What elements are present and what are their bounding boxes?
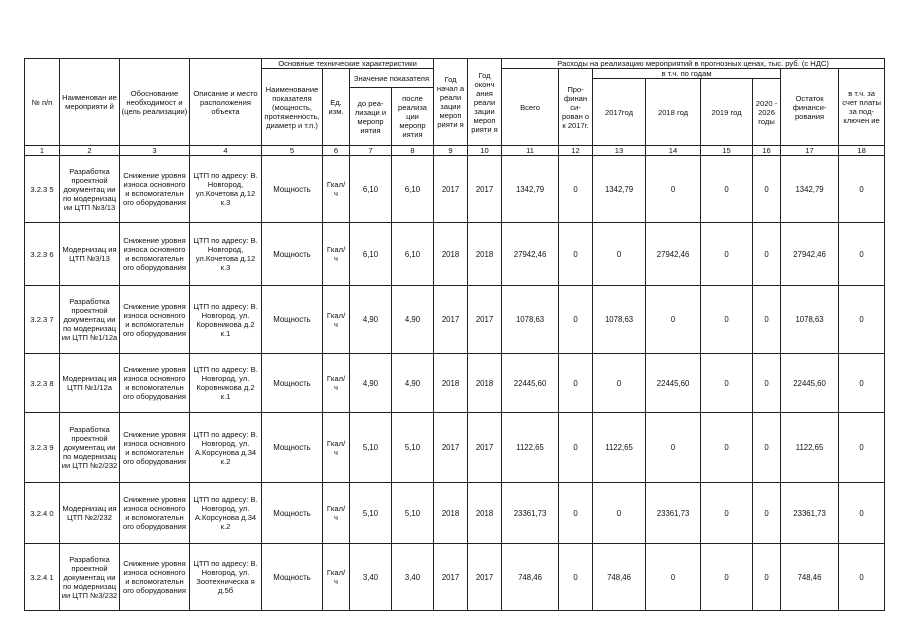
header-2018: 2018 год — [646, 79, 701, 146]
column-number: 4 — [190, 146, 262, 156]
column-number: 12 — [559, 146, 593, 156]
cell-num: 3.2.3 8 — [25, 354, 60, 413]
cell-num: 3.2.3 5 — [25, 156, 60, 223]
header-remainder: Остаток финанси- рования — [781, 69, 839, 146]
cell-indicator: Мощность — [262, 483, 323, 544]
cell-end: 2017 — [468, 286, 502, 354]
header-years-group: в т.ч. по годам — [593, 69, 781, 79]
header-2017: 2017год — [593, 79, 646, 146]
cell-2019: 0 — [701, 413, 753, 483]
column-number: 1 — [25, 146, 60, 156]
cell-before: 5,10 — [350, 483, 392, 544]
table-row — [25, 413, 885, 483]
cell-2017: 0 — [593, 483, 646, 544]
header-reason: Обоснование необходимост и (цель реализации) — [120, 59, 190, 146]
cell-unit: Гкал/ ч — [323, 544, 350, 611]
cell-name: Разработка проектной документац ии по модернизац ии ЦТП №3/232 — [60, 544, 120, 611]
column-number: 14 — [646, 146, 701, 156]
cell-name: Разработка проектной документац ии по модернизац ии ЦТП №2/232 — [60, 413, 120, 483]
cell-total: 23361,73 — [502, 483, 559, 544]
column-number: 15 — [701, 146, 753, 156]
cell-end: 2017 — [468, 413, 502, 483]
cell-2017: 0 — [593, 223, 646, 286]
cell-after: 4,90 — [392, 286, 434, 354]
cell-connection-fee: 0 — [839, 483, 885, 544]
cell-unit: Гкал/ ч — [323, 156, 350, 223]
cell-after: 6,10 — [392, 156, 434, 223]
cell-unit: Гкал/ ч — [323, 354, 350, 413]
cell-connection-fee: 0 — [839, 413, 885, 483]
cell-indicator: Мощность — [262, 413, 323, 483]
column-number: 16 — [753, 146, 781, 156]
cell-reason: Снижение уровня износа основного и вспомогательн ого оборудования — [120, 483, 190, 544]
cell-total: 22445,60 — [502, 354, 559, 413]
cell-2019: 0 — [701, 354, 753, 413]
cell-2019: 0 — [701, 483, 753, 544]
cell-reason: Снижение уровня износа основного и вспомогательн ого оборудования — [120, 156, 190, 223]
cell-reason: Снижение уровня износа основного и вспомогательн ого оборудования — [120, 413, 190, 483]
cell-location: ЦТП по адресу: В. Новгород, ул. А.Корсунова д.34 к.2 — [190, 483, 262, 544]
cell-end: 2018 — [468, 223, 502, 286]
cell-2018: 22445,60 — [646, 354, 701, 413]
table-row — [25, 286, 885, 354]
table-body — [25, 156, 885, 611]
column-number: 9 — [434, 146, 468, 156]
cell-indicator: Мощность — [262, 354, 323, 413]
table-row — [25, 223, 885, 286]
cell-before: 5,10 — [350, 413, 392, 483]
cell-2020-2026: 0 — [753, 286, 781, 354]
cell-2019: 0 — [701, 286, 753, 354]
header-end-year: Год оконч ания реали зации мероп рияти я — [468, 59, 502, 146]
header-2019: 2019 год — [701, 79, 753, 146]
cell-end: 2017 — [468, 544, 502, 611]
cell-indicator: Мощность — [262, 286, 323, 354]
cell-2017: 1342,79 — [593, 156, 646, 223]
table-header — [25, 59, 885, 156]
cell-name: Модернизац ия ЦТП №2/232 — [60, 483, 120, 544]
cell-num: 3.2.3 9 — [25, 413, 60, 483]
cell-connection-fee: 0 — [839, 544, 885, 611]
cell-location: ЦТП по адресу: В. Новгород, ул. А.Корсунова д.34 к.2 — [190, 413, 262, 483]
cell-name: Модернизац ия ЦТП №3/13 — [60, 223, 120, 286]
cell-num: 3.2.3 7 — [25, 286, 60, 354]
cell-num: 3.2.4 1 — [25, 544, 60, 611]
cell-before: 4,90 — [350, 286, 392, 354]
cell-2017: 0 — [593, 354, 646, 413]
column-number: 6 — [323, 146, 350, 156]
cell-2019: 0 — [701, 544, 753, 611]
cell-name: Разработка проектной документац ии по модернизац ии ЦТП №1/12а — [60, 286, 120, 354]
cell-end: 2018 — [468, 483, 502, 544]
cell-location: ЦТП по адресу: В. Новгород, ул.Кочетова д.12 к.3 — [190, 156, 262, 223]
cell-total: 1342,79 — [502, 156, 559, 223]
table-row — [25, 156, 885, 223]
table-row — [25, 354, 885, 413]
header-expense-group: Расходы на реализацию мероприятий в прогнозных ценах, тыс. руб. (с НДС) — [502, 59, 885, 69]
cell-prefinanced: 0 — [559, 354, 593, 413]
cell-unit: Гкал/ ч — [323, 286, 350, 354]
column-number: 5 — [262, 146, 323, 156]
column-number: 17 — [781, 146, 839, 156]
cell-name: Модернизац ия ЦТП №1/12а — [60, 354, 120, 413]
cell-remainder: 1342,79 — [781, 156, 839, 223]
cell-2020-2026: 0 — [753, 223, 781, 286]
cell-2018: 0 — [646, 156, 701, 223]
cell-start: 2017 — [434, 413, 468, 483]
cell-connection-fee: 0 — [839, 286, 885, 354]
cell-indicator: Мощность — [262, 223, 323, 286]
column-number: 18 — [839, 146, 885, 156]
cell-after: 5,10 — [392, 483, 434, 544]
header-location: Описание и место расположения объекта — [190, 59, 262, 146]
cell-2018: 0 — [646, 544, 701, 611]
cell-location: ЦТП по адресу: В. Новгород, ул. Зоотехническа я д.5б — [190, 544, 262, 611]
cell-2017: 748,46 — [593, 544, 646, 611]
table-row — [25, 544, 885, 611]
table-row — [25, 483, 885, 544]
cell-total: 27942,46 — [502, 223, 559, 286]
cell-remainder: 22445,60 — [781, 354, 839, 413]
cell-reason: Снижение уровня износа основного и вспомогательн ого оборудования — [120, 286, 190, 354]
cell-2017: 1122,65 — [593, 413, 646, 483]
cell-start: 2017 — [434, 544, 468, 611]
cell-reason: Снижение уровня износа основного и вспомогательн ого оборудования — [120, 354, 190, 413]
cell-location: ЦТП по адресу: В. Новгород, ул. Коровникова д.2 к.1 — [190, 354, 262, 413]
header-name: Наименован ие мероприяти й — [60, 59, 120, 146]
cell-before: 4,90 — [350, 354, 392, 413]
cell-2020-2026: 0 — [753, 544, 781, 611]
cell-end: 2018 — [468, 354, 502, 413]
header-total: Всего — [502, 69, 559, 146]
cell-prefinanced: 0 — [559, 544, 593, 611]
cell-reason: Снижение уровня износа основного и вспомогательн ого оборудования — [120, 544, 190, 611]
cell-unit: Гкал/ ч — [323, 483, 350, 544]
cell-after: 4,90 — [392, 354, 434, 413]
cell-end: 2017 — [468, 156, 502, 223]
header-prefinanced: Про- финан си- рован о к 2017г. — [559, 69, 593, 146]
header-2020-2026: 2020 - 2026 годы — [753, 79, 781, 146]
cell-prefinanced: 0 — [559, 156, 593, 223]
cell-remainder: 1078,63 — [781, 286, 839, 354]
header-value-group: Значение показателя — [350, 69, 434, 88]
cell-remainder: 27942,46 — [781, 223, 839, 286]
cell-location: ЦТП по адресу: В. Новгород, ул. Коровникова д.2 к.1 — [190, 286, 262, 354]
column-number: 10 — [468, 146, 502, 156]
cell-remainder: 23361,73 — [781, 483, 839, 544]
cell-connection-fee: 0 — [839, 223, 885, 286]
cell-before: 6,10 — [350, 223, 392, 286]
header-unit: Ед. изм. — [323, 69, 350, 146]
cell-total: 748,46 — [502, 544, 559, 611]
cell-after: 6,10 — [392, 223, 434, 286]
cell-name: Разработка проектной документац ии по модернизац ии ЦТП №3/13 — [60, 156, 120, 223]
cell-start: 2017 — [434, 286, 468, 354]
header-connection-fee: в т.ч. за счет платы за под- ключен ие — [839, 69, 885, 146]
cell-indicator: Мощность — [262, 544, 323, 611]
cell-2020-2026: 0 — [753, 413, 781, 483]
cell-num: 3.2.4 0 — [25, 483, 60, 544]
cell-unit: Гкал/ ч — [323, 223, 350, 286]
cell-connection-fee: 0 — [839, 156, 885, 223]
cell-2017: 1078,63 — [593, 286, 646, 354]
cell-2020-2026: 0 — [753, 483, 781, 544]
cell-indicator: Мощность — [262, 156, 323, 223]
cell-reason: Снижение уровня износа основного и вспомогательн ого оборудования — [120, 223, 190, 286]
column-number: 8 — [392, 146, 434, 156]
cell-prefinanced: 0 — [559, 286, 593, 354]
column-number: 11 — [502, 146, 559, 156]
cell-prefinanced: 0 — [559, 223, 593, 286]
column-number: 7 — [350, 146, 392, 156]
cell-start: 2018 — [434, 483, 468, 544]
cell-total: 1122,65 — [502, 413, 559, 483]
cell-after: 5,10 — [392, 413, 434, 483]
column-number-row — [25, 146, 885, 156]
cell-prefinanced: 0 — [559, 483, 593, 544]
column-number: 13 — [593, 146, 646, 156]
cell-2020-2026: 0 — [753, 354, 781, 413]
header-num: № п/п — [25, 59, 60, 146]
header-before: до реа- лизаци и меропр иятия — [350, 88, 392, 146]
cell-2020-2026: 0 — [753, 156, 781, 223]
cell-start: 2018 — [434, 223, 468, 286]
header-start-year: Год начал а реали зации мероп рияти я — [434, 59, 468, 146]
cell-unit: Гкал/ ч — [323, 413, 350, 483]
cell-start: 2018 — [434, 354, 468, 413]
cell-start: 2017 — [434, 156, 468, 223]
cell-2019: 0 — [701, 156, 753, 223]
header-indicator: Наименование показателя (мощность, протяженность, диаметр и т.п.) — [262, 69, 323, 146]
cell-2018: 0 — [646, 286, 701, 354]
header-after: после реализа ции меропр иятия — [392, 88, 434, 146]
cell-2018: 27942,46 — [646, 223, 701, 286]
cell-2019: 0 — [701, 223, 753, 286]
cell-after: 3,40 — [392, 544, 434, 611]
header-tech-group: Основные технические характеристики — [262, 59, 434, 69]
cell-before: 3,40 — [350, 544, 392, 611]
cell-total: 1078,63 — [502, 286, 559, 354]
cell-remainder: 748,46 — [781, 544, 839, 611]
cell-2018: 0 — [646, 413, 701, 483]
investment-table — [24, 58, 885, 611]
column-number: 3 — [120, 146, 190, 156]
cell-before: 6,10 — [350, 156, 392, 223]
cell-location: ЦТП по адресу: В. Новгород, ул.Кочетова д.12 к.3 — [190, 223, 262, 286]
cell-2018: 23361,73 — [646, 483, 701, 544]
cell-prefinanced: 0 — [559, 413, 593, 483]
cell-connection-fee: 0 — [839, 354, 885, 413]
column-number: 2 — [60, 146, 120, 156]
cell-num: 3.2.3 6 — [25, 223, 60, 286]
cell-remainder: 1122,65 — [781, 413, 839, 483]
